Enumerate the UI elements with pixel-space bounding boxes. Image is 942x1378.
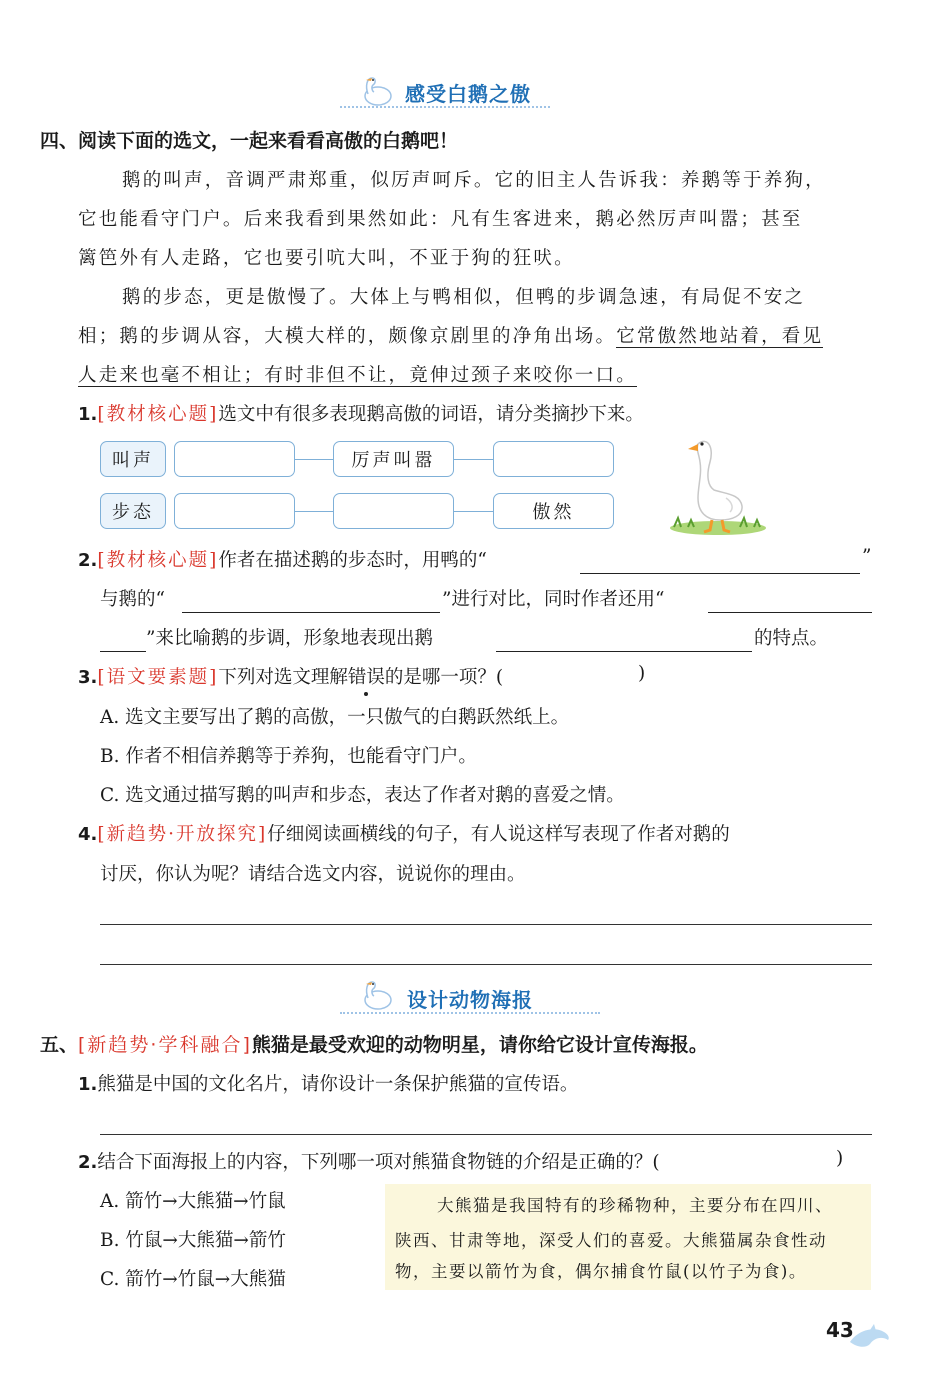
question-4-heading: 四、阅读下面的选文，一起来看看高傲的白鹅吧！ xyxy=(40,130,459,152)
question-text: 结合下面海报上的内容，下列哪一项对熊猫食物链的介绍是正确的？( xyxy=(97,1152,660,1173)
passage-line: 它也能看守门户。后来我看到果然如此：凡有生客进来，鹅必然厉声叫嚣；甚至 xyxy=(78,209,803,230)
poster-line: 物，主要以箭竹为食，偶尔捕食竹鼠(以竹子为食)。 xyxy=(395,1262,807,1281)
section-header-2 xyxy=(355,976,605,1016)
answer-line[interactable] xyxy=(100,924,872,925)
question-5-heading xyxy=(40,1030,708,1057)
fill-blank[interactable] xyxy=(580,551,860,574)
question-4-4 xyxy=(78,820,730,846)
question-text: 熊猫是最受欢迎的动物明星，请你给它设计宣传海报。 xyxy=(251,1034,708,1056)
question-text: 的特点。 xyxy=(754,628,829,649)
page-number: 43 xyxy=(826,1318,854,1342)
connector-line xyxy=(454,511,493,512)
fill-blank[interactable] xyxy=(100,629,146,652)
fill-blank[interactable] xyxy=(182,590,440,613)
answer-line[interactable] xyxy=(100,964,872,965)
question-5-1 xyxy=(78,1070,578,1096)
question-text: 下列对选文理解 xyxy=(218,667,348,688)
word-box-given: 厉声叫嚣 xyxy=(333,441,454,477)
passage-line xyxy=(78,361,637,387)
answer-box[interactable] xyxy=(174,493,295,529)
question-tag: [新趋势·学科融合] xyxy=(78,1034,252,1056)
question-text: 与鹅的“ xyxy=(100,589,165,610)
section-header-1 xyxy=(355,72,555,112)
question-text: 熊猫是中国的文化名片，请你设计一条保护熊猫的宣传语。 xyxy=(97,1074,579,1095)
question-number: 1. xyxy=(78,1074,98,1095)
goose-illustration xyxy=(668,432,768,538)
answer-box[interactable] xyxy=(493,441,614,477)
question-prefix: 五、 xyxy=(40,1034,79,1056)
option-b[interactable]: B. 作者不相信养鹅等于养狗，也能看守门户。 xyxy=(100,746,477,767)
answer-box[interactable] xyxy=(333,493,454,529)
answer-line[interactable] xyxy=(100,1134,872,1135)
question-number: 4. xyxy=(78,824,98,845)
question-text: 的是哪一项？( xyxy=(384,667,504,688)
poster-line: 陕西、甘肃等地，深受人们的喜爱。大熊猫属杂食性动 xyxy=(395,1231,827,1250)
passage-text: 相；鹅的步调从容，大模大样的，颇像京剧里的净角出场。 xyxy=(78,326,617,347)
title-underline-dots xyxy=(340,1012,600,1014)
category-box-gait: 步态 xyxy=(100,493,166,529)
question-tag: [教材核心题] xyxy=(97,404,219,425)
option-c[interactable]: C. 选文通过描写鹅的叫声和步态，表达了作者对鹅的喜爱之情。 xyxy=(100,785,625,806)
answer-box[interactable] xyxy=(174,441,295,477)
dolphin-icon xyxy=(848,1322,892,1352)
question-4-3 xyxy=(78,663,503,689)
question-tag: [新趋势·开放探究] xyxy=(97,824,268,845)
fill-blank[interactable] xyxy=(496,629,752,652)
question-tag: [教材核心题] xyxy=(97,550,219,571)
fill-blank[interactable] xyxy=(708,590,872,613)
option-a[interactable]: A. 选文主要写出了鹅的高傲，一只傲气的白鹅跃然纸上。 xyxy=(100,707,570,728)
answer-paren-close: ) xyxy=(638,663,646,684)
section-title-1: 感受白鹅之傲 xyxy=(405,82,531,106)
question-number: 2. xyxy=(78,550,98,571)
question-tag: [语文要素题] xyxy=(97,667,219,688)
question-number: 2. xyxy=(78,1152,98,1173)
option-b[interactable]: B. 竹鼠→大熊猫→箭竹 xyxy=(100,1230,286,1251)
underlined-sentence: 人走来也毫不相让；有时非但不让，竟伸过颈子来咬你一口 xyxy=(78,365,617,386)
question-text: 选文中有很多表现鹅高傲的词语，请分类摘抄下来。 xyxy=(218,404,644,425)
emphasis-word: 错误 xyxy=(347,667,385,688)
question-text: 仔细阅读画横线的句子，有人说这样写表现了作者对鹅的 xyxy=(267,824,730,845)
connector-line xyxy=(454,459,493,460)
question-text: 作者在描述鹅的步态时，用鸭的“ xyxy=(218,550,487,571)
connector-line xyxy=(295,511,333,512)
passage-line xyxy=(78,322,823,348)
quote-mark: ” xyxy=(862,546,872,567)
question-text: ”来比喻鹅的步调，形象地表现出鹅 xyxy=(146,628,433,649)
passage-line: 篱笆外有人走路，它也要引吭大叫，不亚于狗的狂吠。 xyxy=(78,248,575,269)
title-underline-dots xyxy=(340,106,550,108)
question-4-1 xyxy=(78,400,644,426)
passage-text: 。 xyxy=(616,365,637,386)
goose-icon xyxy=(359,976,395,1012)
poster-line: 大熊猫是我国特有的珍稀物种，主要分布在四川、 xyxy=(437,1196,833,1215)
panda-poster xyxy=(385,1184,871,1290)
underlined-sentence: 它常傲然地站着，看见 xyxy=(616,326,824,347)
word-box-given: 傲然 xyxy=(493,493,614,529)
passage-line: 鹅的叫声，音调严肃郑重，似厉声呵斥。它的旧主人告诉我：养鹅等于养狗， xyxy=(122,170,826,191)
option-c[interactable]: C. 箭竹→竹鼠→大熊猫 xyxy=(100,1269,286,1290)
option-a[interactable]: A. 箭竹→大熊猫→竹鼠 xyxy=(100,1191,286,1212)
question-text: 讨厌，你认为呢？请结合选文内容，说说你的理由。 xyxy=(100,864,526,885)
passage-line: 鹅的步态，更是傲慢了。大体上与鸭相似，但鸭的步调急速，有局促不安之 xyxy=(122,287,806,308)
question-number: 1. xyxy=(78,404,98,425)
question-number: 3. xyxy=(78,667,98,688)
question-text: ”进行对比，同时作者还用“ xyxy=(442,589,665,610)
section-title-2: 设计动物海报 xyxy=(407,988,533,1012)
category-box-sound: 叫声 xyxy=(100,441,166,477)
answer-paren-close: ) xyxy=(836,1148,844,1169)
connector-line xyxy=(295,459,333,460)
goose-icon xyxy=(359,72,395,108)
question-5-2 xyxy=(78,1148,660,1174)
